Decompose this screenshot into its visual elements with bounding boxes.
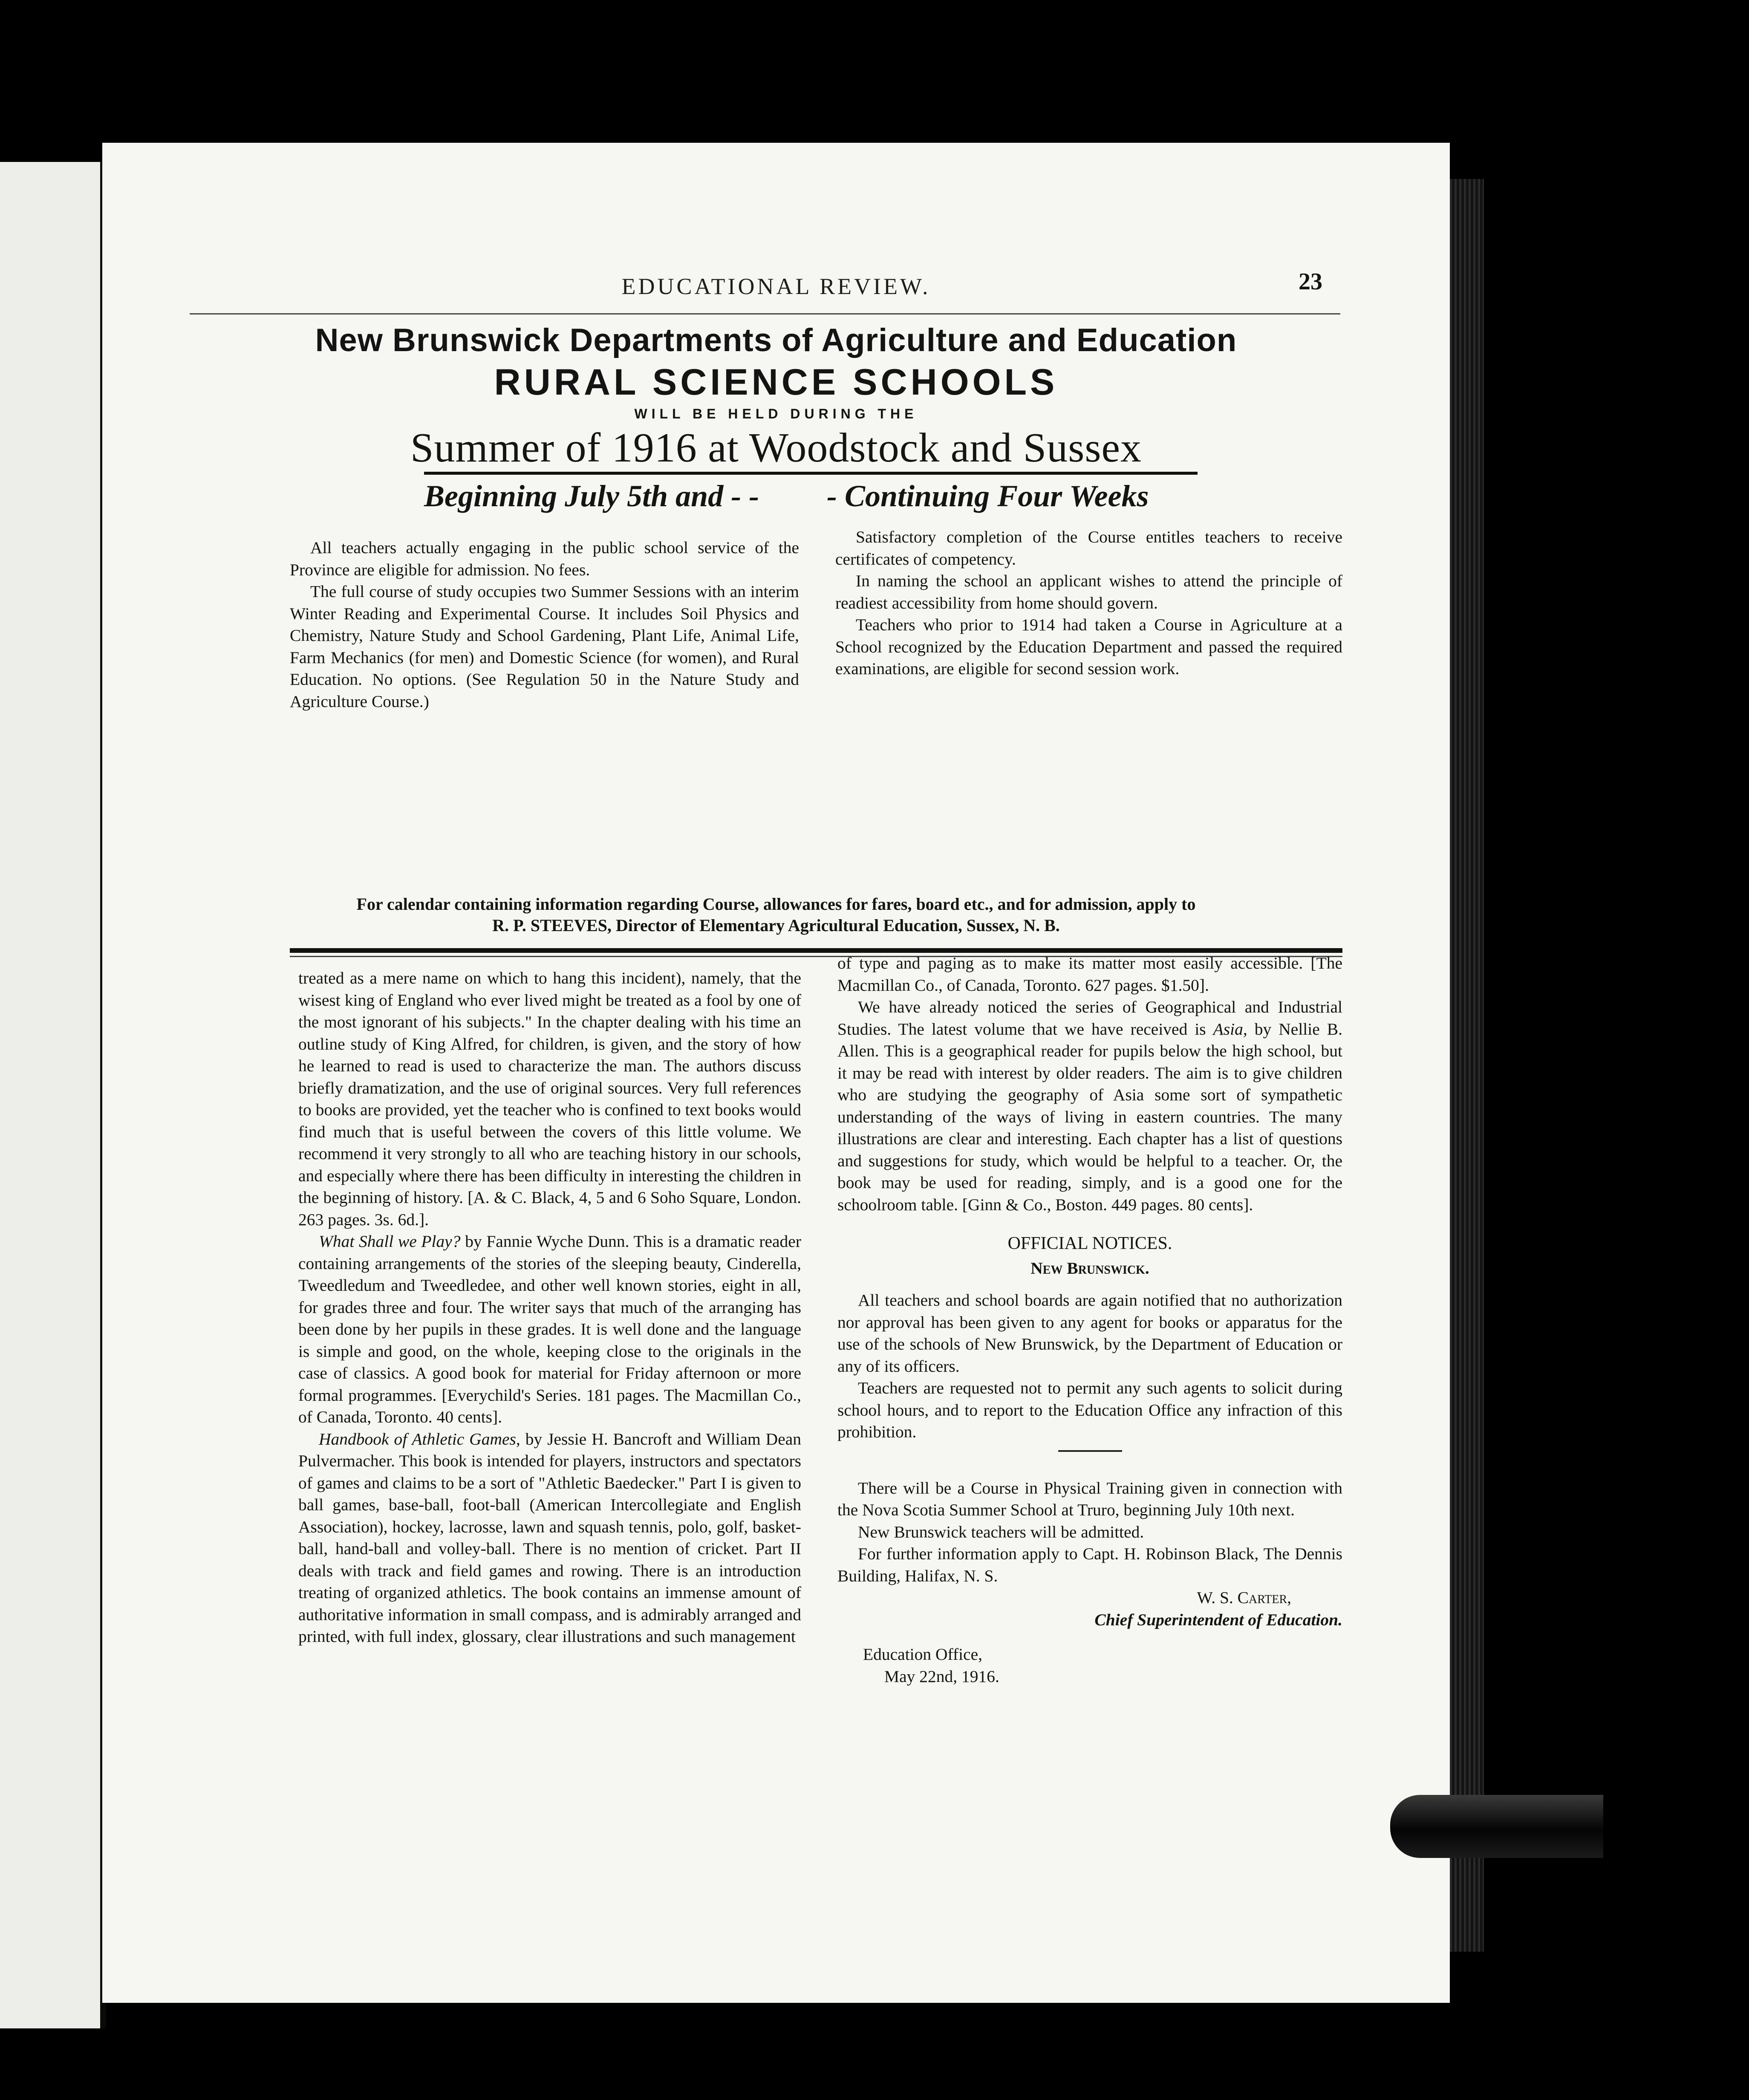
article-paragraph: What Shall we Play? by Fannie Wyche Dunn. This is a dramatic reader containing arrangements of the stories of the sleeping beauty, Cinderella, Tweedledum and Tweedledee, and other well known stories, eight in all, for grades three and four. The writer says that much of the arranging has been done by her pupils in these grades. It is well done and the language is simple and good, on the whole, keeping close to the originals in the case of classics. A good book for material for Friday afternoon or more formal programmes. [Everychild's Series. 181 pages. The Macmillan Co., of Canada, Toronto. 40 cents].	[298, 1232, 801, 1426]
ad-tag-right: - Continuing Four Weeks	[827, 479, 1149, 513]
book-title: What Shall we Play?	[319, 1232, 461, 1251]
ad-paragraph: Satisfactory completion of the Course entitles teachers to receive certificates of competency.	[835, 528, 1342, 568]
ad-apply-block	[102, 894, 1450, 936]
notice-paragraph: Teachers are requested not to permit any such agents to solicit during school hours, and to report to the Education Office any infraction of this prohibition.	[837, 1379, 1342, 1441]
article-paragraph: We have already noticed the series of Geographical and Industrial Studies. The latest volume that we have received is Asia, by Nellie B. Allen. This is a geographical reader for pupils below the high school, but it may be read with interest by older readers. The aim is to give children who are studying the geography of Asia some sort of sympathetic understanding of the ways of living in eastern countries. The many illustrations are clear and interesting. Each chapter has a list of questions and suggestions for study, which would be helpful to a teacher. Or, the book may be used for reading, simply, and is a good one for the schoolroom table. [Ginn & Co., Boston. 449 pages. 80 cents].	[837, 998, 1343, 1214]
page-number: 23	[1299, 268, 1322, 295]
ad-tag-left: Beginning July 5th and - -	[424, 479, 759, 513]
ad-headline: New Brunswick Departments of Agriculture and Education	[315, 322, 1237, 358]
facing-page-edge	[0, 162, 106, 2028]
header-rule	[190, 313, 1340, 314]
ad-paragraph: All teachers actually engaging in the public school service of the Province are eligible for admission. No fees.	[290, 538, 799, 579]
notice-paragraph: For further information apply to Capt. H. Robinson Black, The Dennis Building, Halifax, N. S.	[837, 1544, 1342, 1585]
banner-underline	[424, 472, 1198, 475]
book-title: Asia,	[1213, 1019, 1247, 1038]
contact-detail: Director of Elementary Agricultural Education, Sussex, N. B.	[615, 916, 1060, 935]
notices-subheading: New Brunswick.	[1030, 1258, 1149, 1278]
article-paragraph: Handbook of Athletic Games, by Jessie H. Bancroft and William Dean Pulvermacher. This book is intended for players, instructors and spectators of games and claims to be a sort of "Athletic Baedecker." Part I is given to ball games, base-ball, foot-ball (American Intercollegiate and English Association), hockey, lacrosse, lawn and squash tennis, polo, golf, basket-ball, hand-ball and volley-ball. There is no mention of cricket. Part II deals with track and field games and rowing. There is an introduction treating of organized athletics. The book contains an immense amount of authoritative information in small compass, and is admirably arranged and printed, with full index, glossary, clear illustrations and such management	[298, 1429, 802, 1646]
article-left-column	[298, 967, 801, 1648]
book-page-edges	[1450, 179, 1484, 1952]
signer-name: W. S. Carter,	[1197, 1588, 1291, 1607]
notices-heading: OFFICIAL NOTICES.	[1007, 1234, 1172, 1253]
notice-paragraph: There will be a Course in Physical Training given in connection with the Nova Scotia Summer School at Truro, beginning July 10th next.	[837, 1478, 1342, 1519]
ad-right-column	[835, 526, 1342, 680]
ad-banner: Summer of 1916 at Woodstock and Sussex	[410, 425, 1142, 471]
notice-paragraph: New Brunswick teachers will be admitted.	[858, 1522, 1144, 1541]
ad-contact	[102, 915, 1450, 936]
ad-paragraph: The full course of study occupies two Summer Sessions with an interim Winter Reading and Experimental Course. It includes Soil Physics and Chemistry, Nature Study and School Gardening, Plant Life, Animal Life, Farm Mechanics (for men) and Domestic Science (for women), and Rural Education. No options. (See Regulation 50 in the Nature Study and Agriculture Course.)	[290, 582, 799, 711]
contact-name: R. P. STEEVES,	[492, 916, 612, 935]
article-paragraph: of type and paging as to make its matter most easily accessible. [The Macmillan Co., of Canada, Toronto. 627 pages. $1.50].	[837, 954, 1342, 995]
ad-left-column	[290, 537, 799, 712]
article-paragraph: treated as a mere name on which to hang this incident), namely, that the wisest king of England who ever lived might be treated as a fool by one of the most ignorant of his subjects." In the chapter dealing with his time an outline study of King Alfred, for children, is given, and the story of how he learned to read is used to characterize the man. The authors discuss briefly dramatization, and the use of original sources. Very full references to books are provided, yet the teacher who is confined to text books would find much that is useful between the covers of this little volume. We recommend it very strongly to all who are teaching history in our schools, and especially where there has been difficulty in interesting the children in the beginning of history. [A. & C. Black, 4, 5 and 6 Soho Square, London. 263 pages. 3s. 6d.].	[298, 969, 801, 1229]
ad-paragraph: Teachers who prior to 1914 had taken a Course in Agriculture at a School recognized by the Education Department and passed the required examinations, are eligible for second session work.	[835, 615, 1342, 678]
book-clip	[1390, 1795, 1603, 1858]
running-head: EDUCATIONAL REVIEW.	[621, 274, 931, 299]
office-line: Education Office,	[863, 1645, 983, 1664]
ad-subhead: RURAL SCIENCE SCHOOLS	[494, 362, 1058, 403]
signer-title: Chief Superintendent of Education.	[1094, 1610, 1342, 1629]
ad-small-line: WILL BE HELD DURING THE	[634, 406, 918, 421]
date-line: May 22nd, 1916.	[884, 1667, 999, 1686]
article-right-column	[837, 952, 1342, 1688]
page	[102, 143, 1450, 2003]
book-title: Handbook of Athletic Games,	[319, 1429, 520, 1448]
notice-divider	[1058, 1450, 1122, 1452]
ad-paragraph: In naming the school an applicant wishes to attend the principle of readiest accessibility from home should govern.	[835, 571, 1342, 612]
ad-apply-line: For calendar containing information regarding Course, allowances for fares, board etc., and for admission, apply to	[356, 894, 1196, 914]
notice-paragraph: All teachers and school boards are again notified that no authorization nor approval has been given to any agent for books or apparatus for the use of the schools of New Brunswick, by the Department of Education or any of its officers.	[837, 1291, 1342, 1376]
